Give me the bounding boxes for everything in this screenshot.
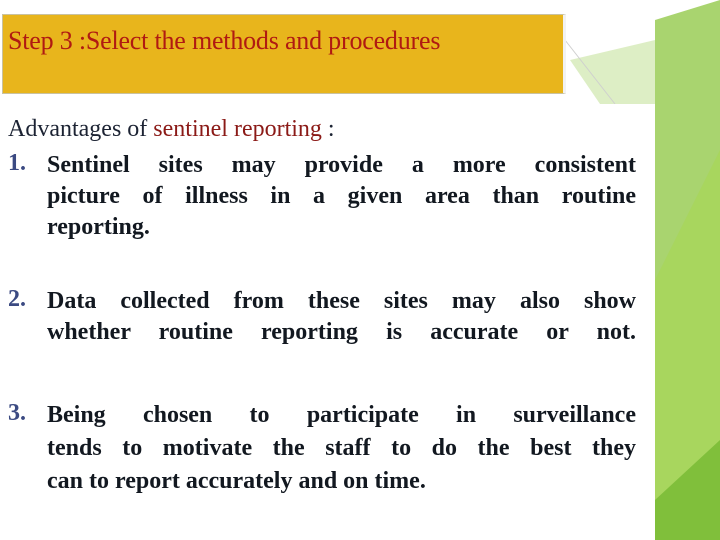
list-item-number: 3. <box>8 400 26 426</box>
list-item-line: tends to motivate the staff to do the best they <box>47 435 636 461</box>
list-item-line: picture of illness in a given area than routine <box>47 183 636 209</box>
slide-title: Step 3 :Select the methods and procedures <box>8 26 441 55</box>
intro-highlight: sentinel reporting <box>153 116 322 142</box>
list-item-number: 2. <box>8 286 26 312</box>
list-item-line: can to report accurately and on time. <box>47 468 426 494</box>
list-item-line: Sentinel sites may provide a more consistent <box>47 152 636 178</box>
green-facet-4 <box>570 40 655 104</box>
list-item-number: 1. <box>8 150 26 176</box>
list-item-line: Being chosen to participate in surveillance <box>47 402 636 428</box>
list-item-line: reporting. <box>47 214 150 240</box>
intro-prefix: Advantages of <box>8 116 154 142</box>
list-item-line: Data collected from these sites may also show <box>47 288 636 314</box>
intro-suffix: : <box>321 116 335 142</box>
list-item-line: whether routine reporting is accurate or not. <box>47 319 636 345</box>
intro-line <box>8 116 335 143</box>
